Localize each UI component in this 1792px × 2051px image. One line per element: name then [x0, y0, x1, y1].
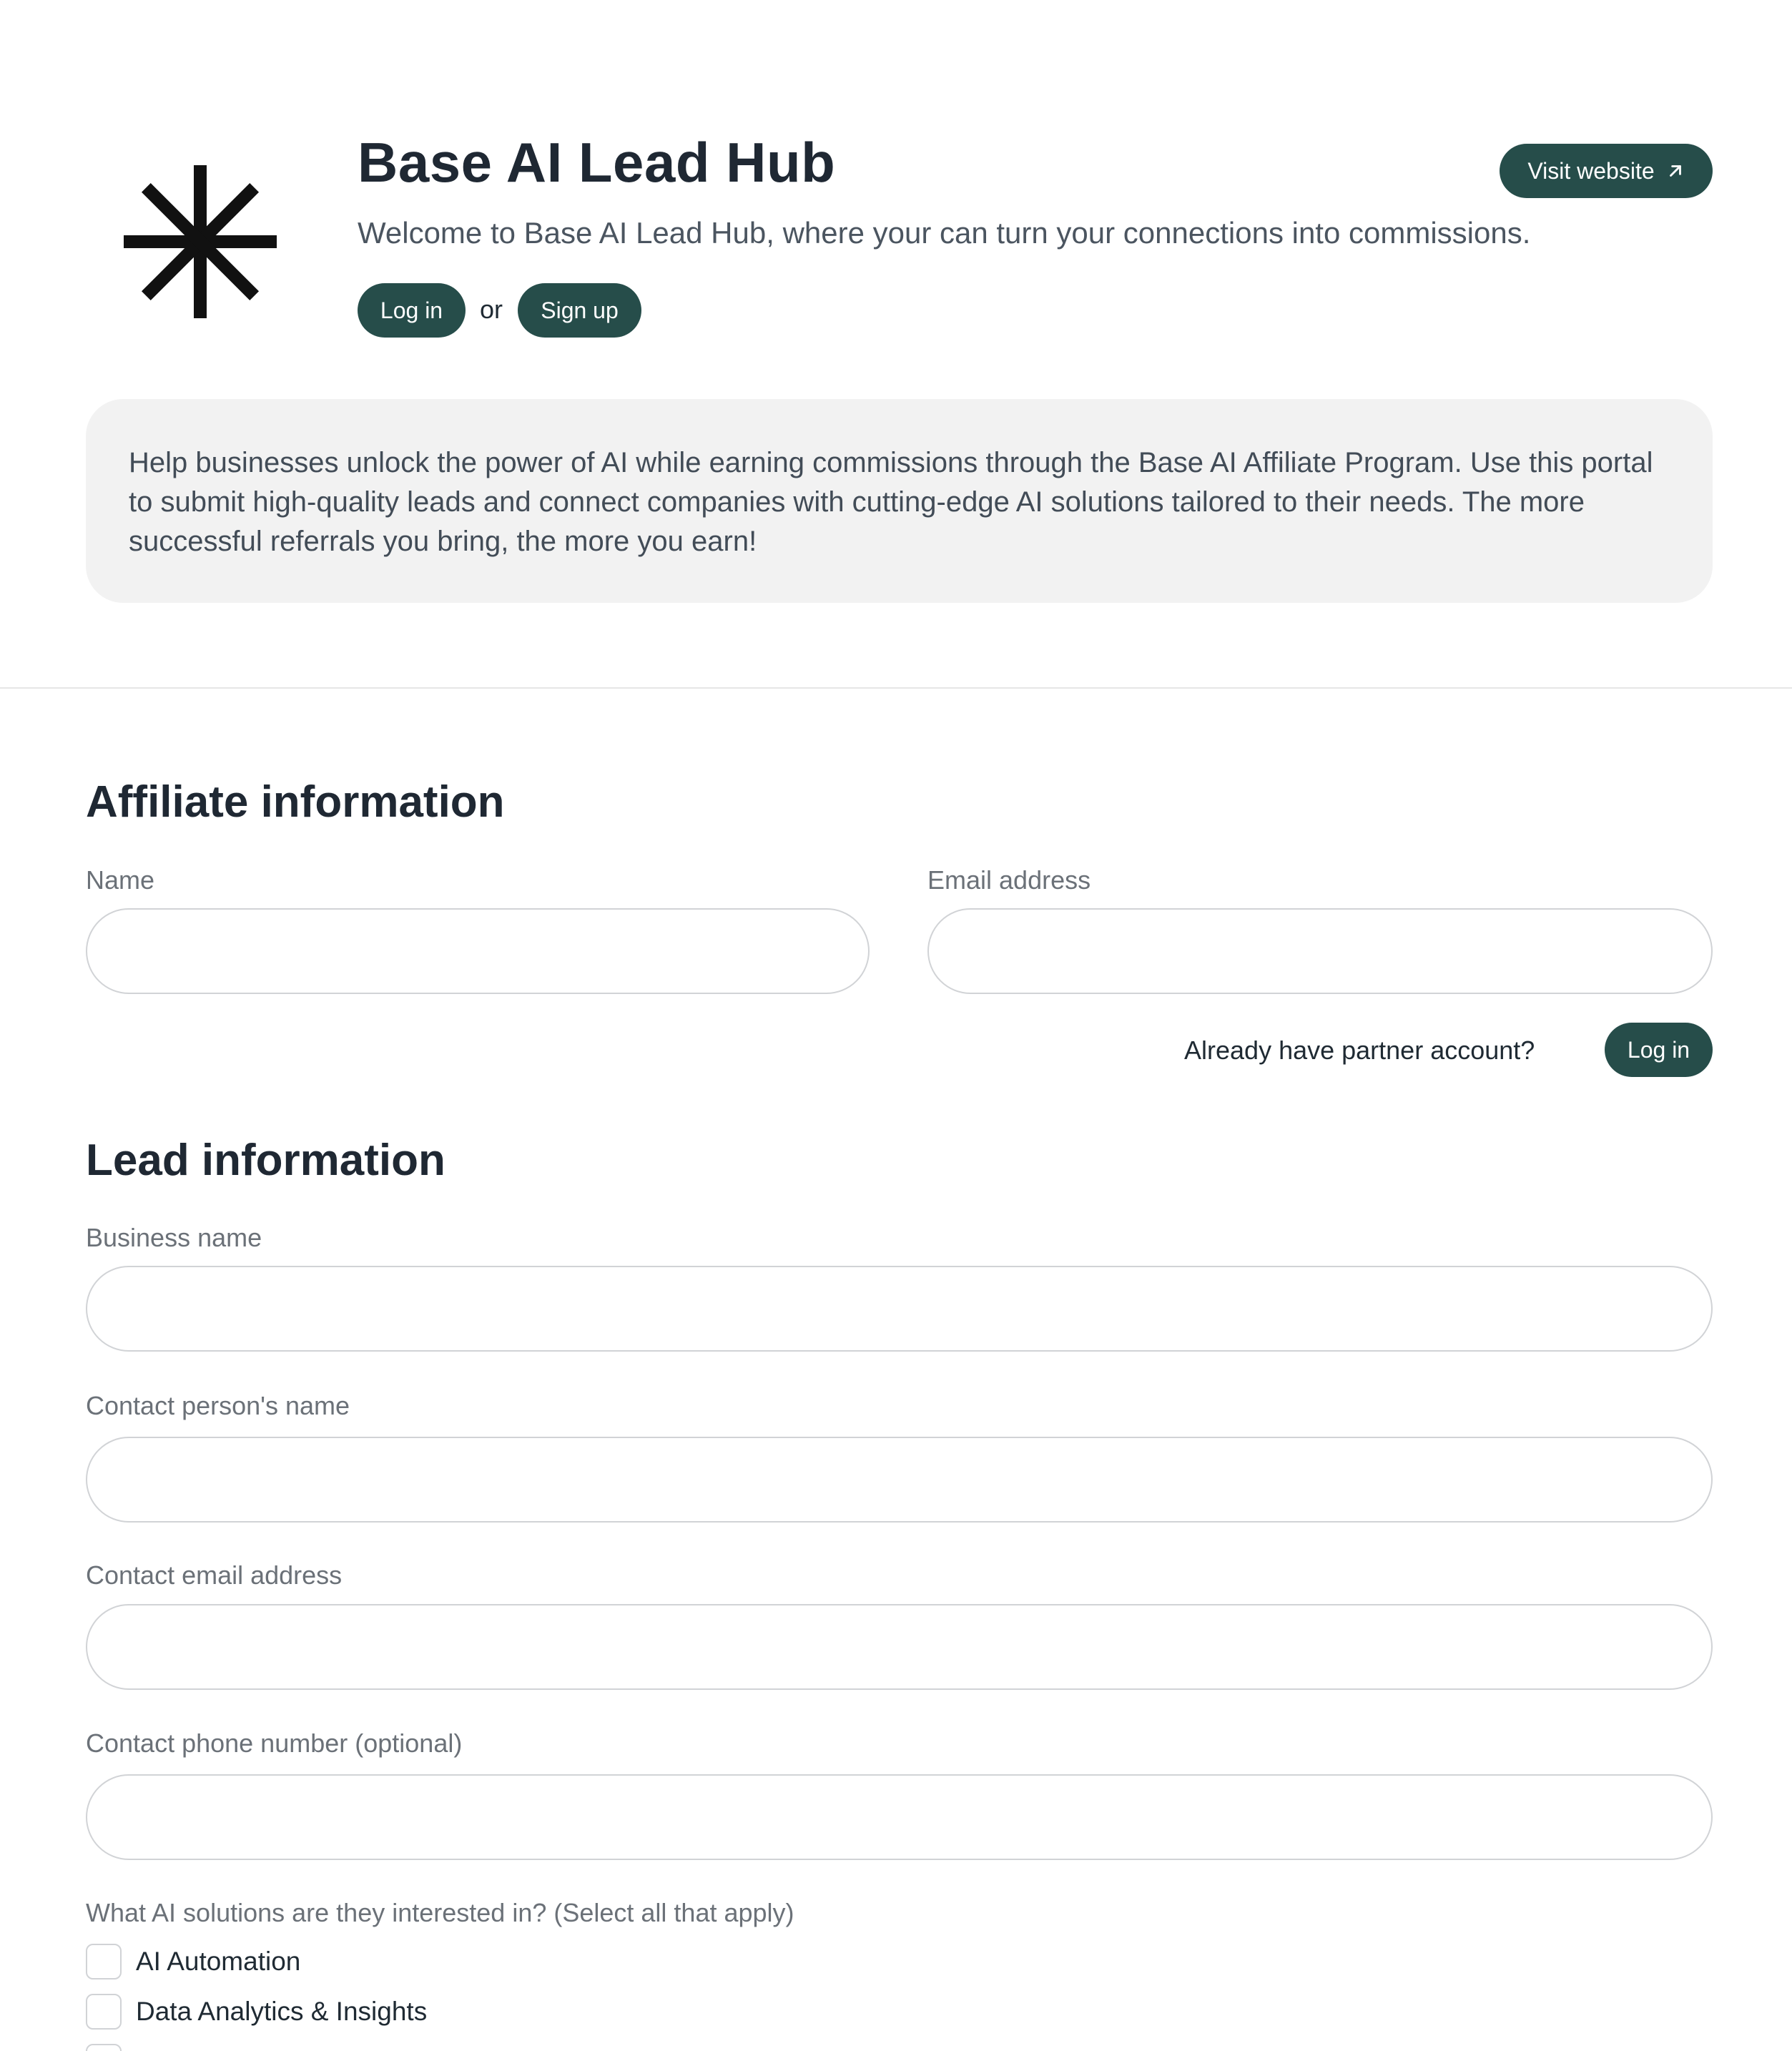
contact-phone-label: Contact phone number (optional) — [86, 1728, 463, 1758]
welcome-text: Welcome to Base AI Lead Hub, where your can turn your connections into commissions. — [358, 216, 1531, 250]
contact-email-input[interactable] — [86, 1604, 1713, 1690]
solution-option-label: Data Analytics & Insights — [136, 1997, 428, 2026]
contact-phone-input[interactable] — [86, 1774, 1713, 1860]
already-have-account-text: Already have partner account? — [1184, 1036, 1535, 1065]
contact-email-label: Contact email address — [86, 1560, 343, 1590]
intro-text: Help businesses unlock the power of AI while earning commissions through the Base AI Affiliate Program. Use this portal to submit high-quality leads and connect companies with cutting-edge AI solutions tailored to their needs. The more successful referrals you bring, the more you earn! — [129, 447, 1653, 557]
name-label: Name — [86, 865, 155, 895]
solutions-question: What AI solutions are they interested in? (Select all that apply) — [86, 1898, 794, 1927]
visit-website-button[interactable] — [1500, 144, 1713, 198]
email-input[interactable] — [927, 908, 1713, 994]
visit-website-label: Visit website — [1527, 157, 1655, 184]
checkbox[interactable] — [86, 1994, 122, 2030]
or-text: or — [480, 295, 503, 324]
divider — [0, 687, 1792, 689]
intro-panel — [86, 399, 1713, 603]
signup-button[interactable]: Sign up — [518, 283, 641, 338]
solution-option-partial[interactable] — [86, 2044, 122, 2051]
contact-name-label: Contact person's name — [86, 1391, 350, 1420]
page-title: Base AI Lead Hub — [358, 131, 836, 194]
business-name-input[interactable] — [86, 1266, 1713, 1352]
lead-section-title: Lead information — [86, 1136, 445, 1185]
name-input[interactable] — [86, 908, 870, 994]
email-label: Email address — [927, 865, 1091, 895]
checkbox[interactable] — [86, 2044, 122, 2051]
asterisk-logo-icon — [122, 163, 279, 320]
business-name-label: Business name — [86, 1223, 262, 1252]
arrow-up-right-icon — [1666, 162, 1685, 180]
partner-login-button[interactable]: Log in — [1605, 1023, 1713, 1077]
solution-option-label: AI Automation — [136, 1947, 301, 1976]
solution-option-data-analytics[interactable] — [86, 1994, 427, 2030]
login-button[interactable]: Log in — [358, 283, 466, 338]
contact-name-input[interactable] — [86, 1437, 1713, 1523]
solution-option-ai-automation[interactable] — [86, 1944, 300, 1979]
affiliate-section-title: Affiliate information — [86, 777, 505, 827]
checkbox[interactable] — [86, 1944, 122, 1979]
